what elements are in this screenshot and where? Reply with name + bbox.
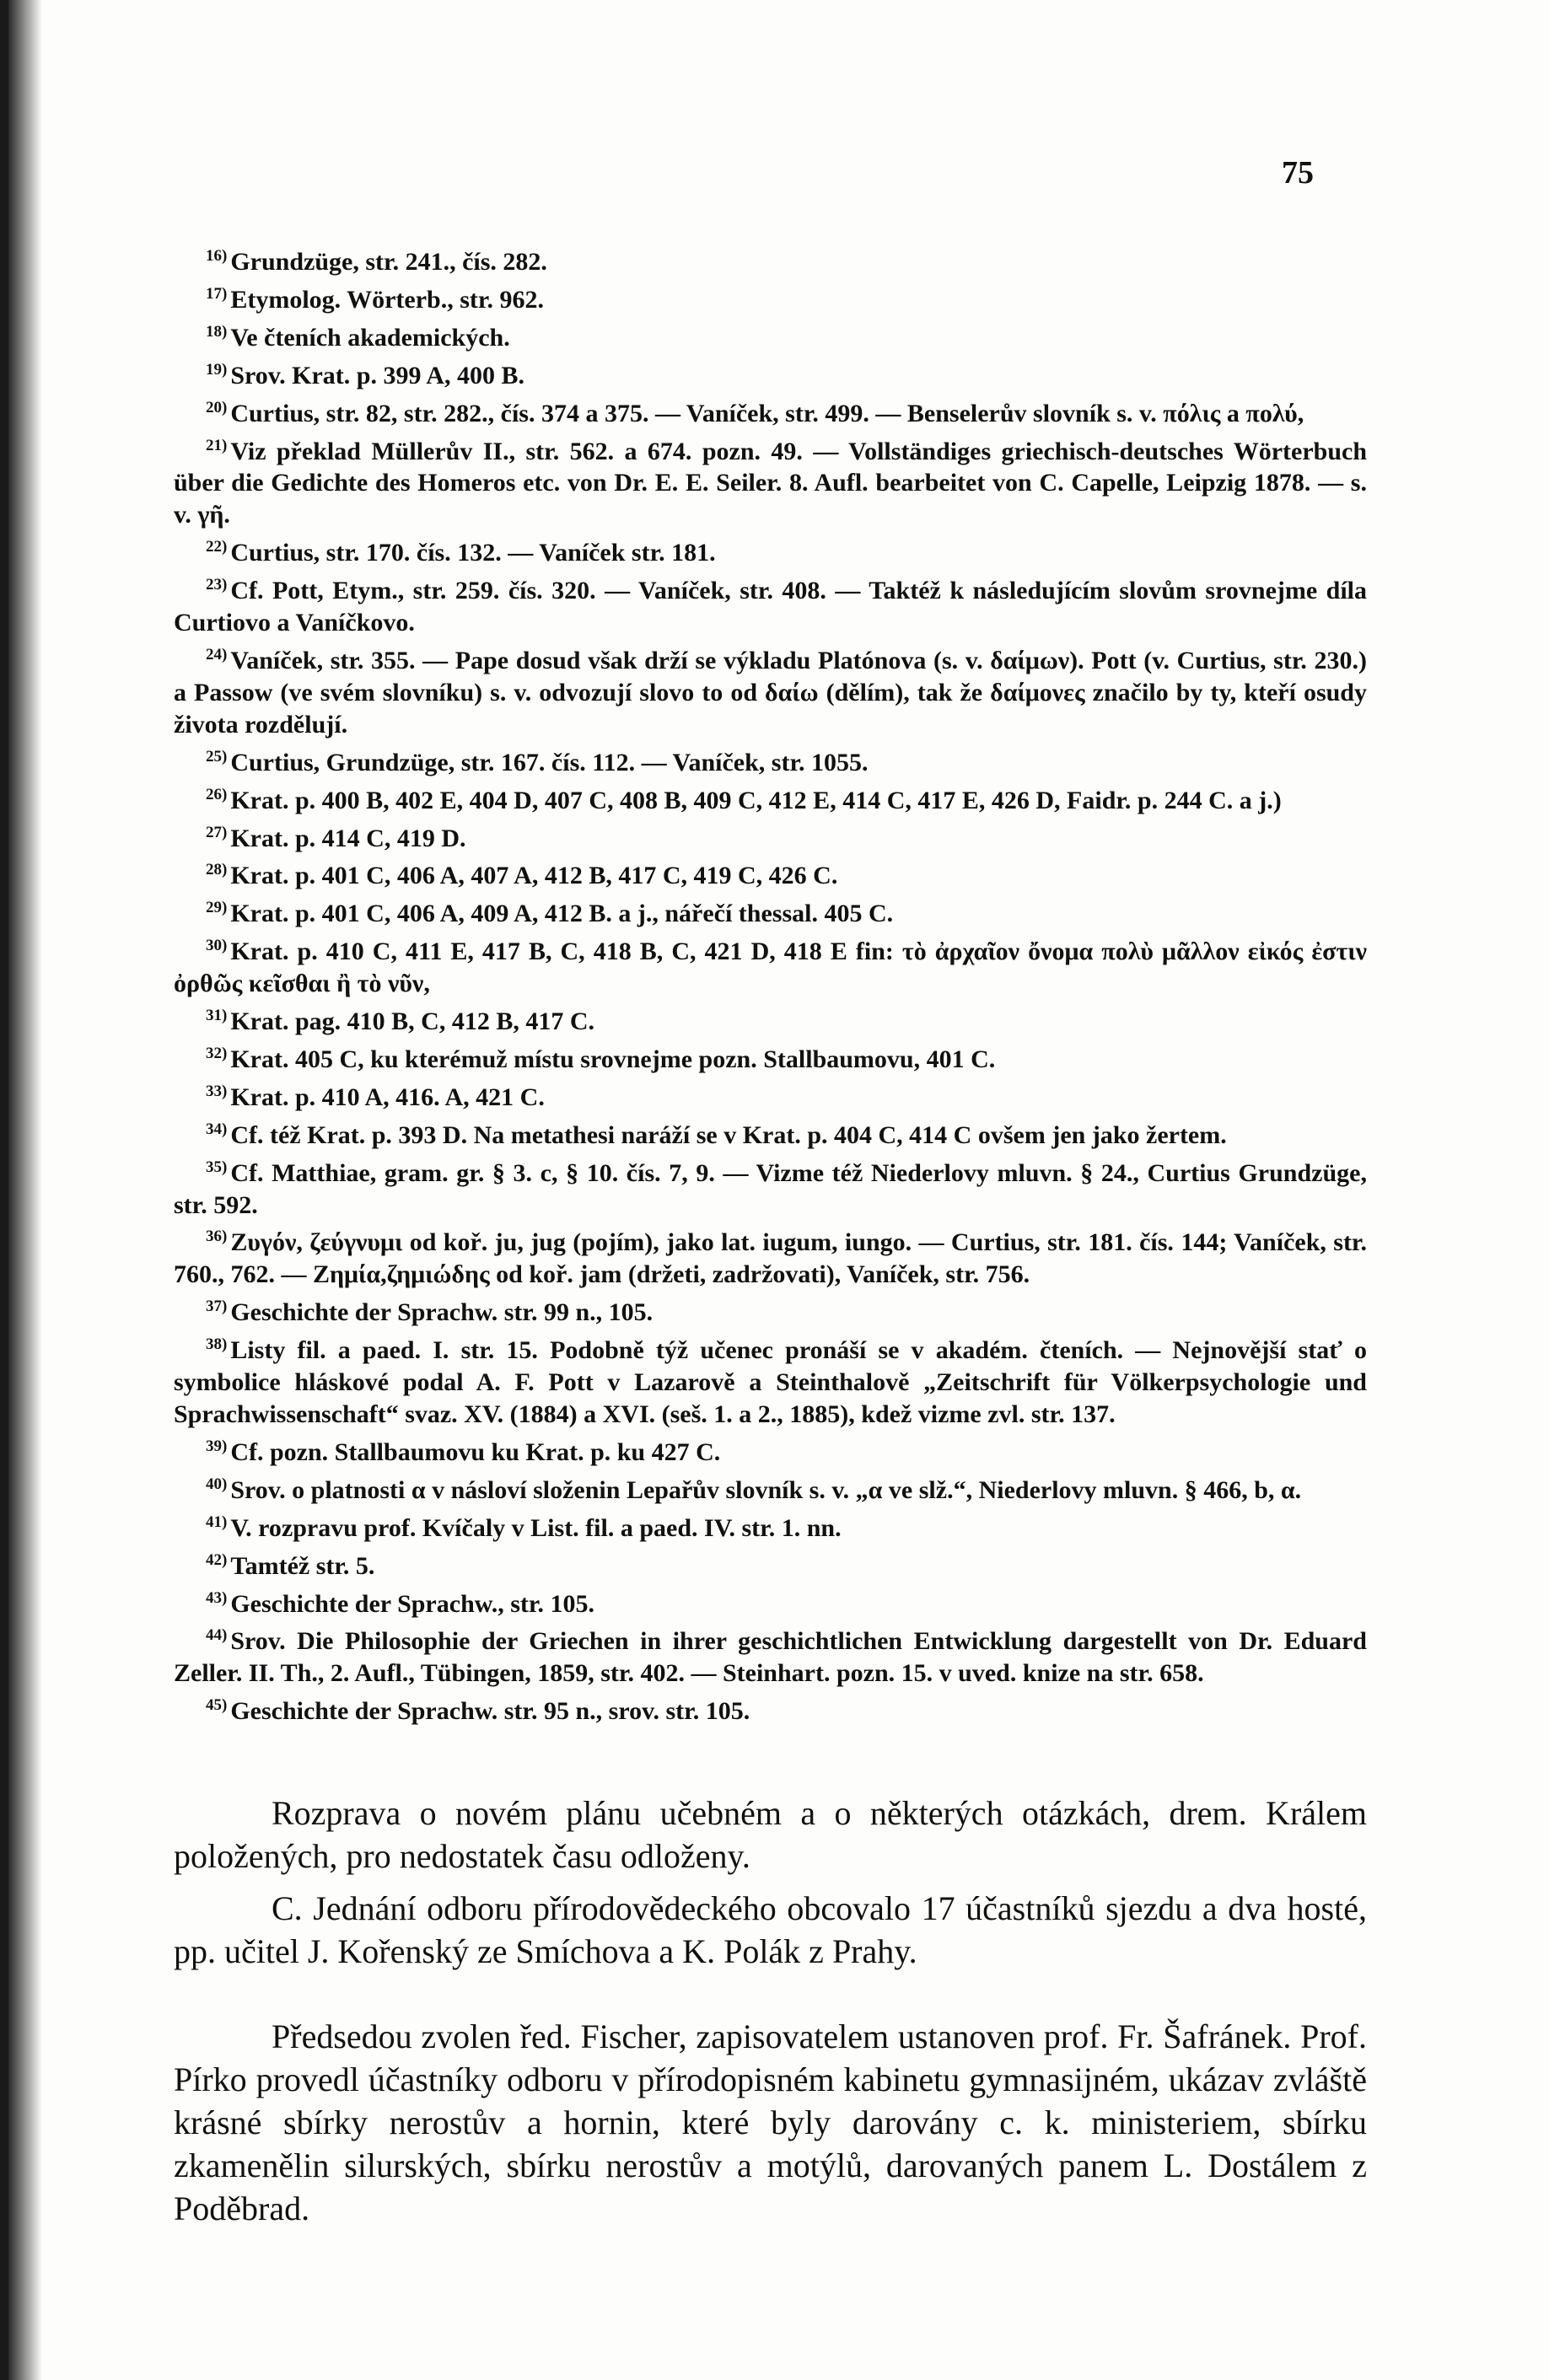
footnote [174,930,1367,1000]
footnote-number: 44) [206,1626,228,1645]
footnote-text: V. rozpravu prof. Kvíčaly v List. fil. a paed. IV. str. 1. nn. [230,1513,842,1542]
footnote-text: Geschichte der Sprachw. str. 95 n., srov. str. 105. [230,1697,750,1726]
footnote-text: Krat. p. 410 A, 416. A, 421 C. [230,1083,545,1111]
footnote-number: 40) [206,1475,228,1493]
footnote-text: Krat. p. 400 B, 402 E, 404 D, 407 C, 408 B, 409 C, 412 E, 414 C, 417 E, 426 D, Faidr. p. 244 C. a j.) [230,786,1282,814]
footnote-text: Curtius, str. 170. čís. 132. — Vaníček str. 181. [230,539,716,567]
footnote-number: 17) [206,284,228,303]
paragraph-rozprava [174,1792,1367,1878]
footnote [174,354,1367,392]
footnote-number: 30) [206,937,228,955]
footnote-text: Krat. p. 410 C, 411 E, 417 B, C, 418 B, C, 421 D, 418 E fin: τὸ ἀρχαῖον ὄνομα πολὺ μᾶλλον εἰκός ἐστιν ὀρθῶς κεῖσθαι ἢ τὸ νῦν, [174,937,1367,998]
footnote [174,779,1367,817]
footnote-text: Curtius, str. 82, str. 282., čís. 374 a 375. — Vaníček, str. 499. — Benselerův slovník s. v. πόλις a πολύ, [230,399,1304,427]
footnote-text: Srov. Krat. p. 399 A, 400 B. [230,361,524,390]
footnote-number: 25) [206,747,228,766]
footnote [174,1038,1367,1076]
footnote-text: Krat. p. 414 C, 419 D. [230,824,466,852]
paragraph-text: Předsedou zvolen řed. Fischer, zapisovatelem ustanoven prof. Fr. Šafránek. Prof. Pírko provedl účastníky odboru v přírodopisném kabinetu gymnasijném, ukázav zvláště krásné sbírky nerostův a hornin, které byly darovány c. k. ministeriem, sbírku zkamenělin silurských, sbírku nerostův a motýlů, darovaných panem L. Dostálem z Poděbrad. [174,2017,1367,2227]
footnote [174,1690,1367,1727]
footnote-number: 36) [206,1228,228,1246]
footnote-number: 20) [206,398,228,416]
footnote-text: Viz překlad Müllerův II., str. 562. a 674. pozn. 49. — Vollständiges griechisch-deutsches Wörterbuch über die Gedichte des Homeros etc. von Dr. E. E. Seiler. 8. Aufl. bearbeitet von C. Capelle, Leipzig 1878. — s. v. γῆ. [174,437,1367,529]
footnote [174,1431,1367,1469]
footnote-number: 34) [206,1120,228,1138]
footnote [174,1076,1367,1114]
paragraph-jednani-odboru [174,1887,1367,1973]
footnote-text: Krat. p. 401 C, 406 A, 409 A, 412 B. a j., nářečí thessal. 405 C. [230,900,894,928]
footnote-text: Krat. 405 C, ku kterémuž místu srovnejme pozn. Stallbaumovu, 401 C. [230,1045,996,1073]
footnote [174,639,1367,741]
footnote-number: 18) [206,322,228,341]
footnote-number: 23) [206,576,228,594]
footnote-text: Geschichte der Sprachw. str. 99 n., 105. [230,1298,653,1327]
footnote [174,1620,1367,1690]
footnote-text: Cf. též Krat. p. 393 D. Na metathesi naráží se v Krat. p. 404 C, 414 C ovšem jen jako žertem. [230,1120,1227,1149]
footnote [174,1152,1367,1222]
footnote-number: 32) [206,1044,228,1062]
footnote [174,1221,1367,1291]
footnote [174,392,1367,430]
footnote [174,278,1367,316]
footnote-number: 45) [206,1696,228,1715]
paragraph-text: Rozprava o novém plánu učebném a o některých otázkách, drem. Králem položených, pro nedostatek času odloženy. [174,1794,1367,1875]
footnote-text: Cf. pozn. Stallbaumovu ku Krat. p. ku 427 C. [230,1437,721,1466]
footnote-text: Grundzüge, str. 241., čís. 282. [230,248,547,276]
footnote-text: Ζυγόν, ζεύγνυμι od koř. ju, jug (pojím), jako lat. iugum, iungo. — Curtius, str. 181. čís. 144; Vaníček, str. 760., 762. — Ζημία,ζημιώδης od koř. jam (držeti, zadržovati), Vaníček, str. 756. [174,1228,1367,1289]
footnote [174,240,1367,278]
footnote-text: Cf. Pott, Etym., str. 259. čís. 320. — Vaníček, str. 408. — Taktéž k následujícím slovům srovnejme díla Curtiovo a Vaníčkovo. [174,577,1367,637]
footnote-text: Cf. Matthiae, gram. gr. § 3. c, § 10. čís. 7, 9. — Vizme též Niederlovy mluvn. § 24., Curtius Grundzüge, str. 592. [174,1158,1367,1219]
footnote [174,1329,1367,1431]
footnote [174,741,1367,779]
footnote-number: 35) [206,1158,228,1176]
footnotes-block [174,240,1367,1727]
footnote-number: 28) [206,861,228,879]
footnote [174,1545,1367,1582]
footnote-number: 21) [206,436,228,454]
footnote [174,430,1367,532]
footnote-number: 27) [206,823,228,841]
footnote-number: 38) [206,1335,228,1354]
footnote-text: Krat. pag. 410 B, C, 412 B, 417 C. [230,1007,595,1036]
footnote-number: 26) [206,785,228,803]
footnote [174,316,1367,354]
footnote-text: Krat. p. 401 C, 406 A, 407 A, 412 B, 417 C, 419 C, 426 C. [230,862,838,890]
footnote [174,1291,1367,1329]
footnote-number: 22) [206,538,228,556]
footnote-text: Tamtéž str. 5. [230,1551,375,1580]
footnote-number: 41) [206,1512,228,1531]
footnote-text: Srov. Die Philosophie der Griechen in ihrer geschichtlichen Entwicklung dargestellt von Dr. Eduard Zeller. II. Th., 2. Aufl., Tübingen, 1859, str. 402. — Steinhart. pozn. 15. v uved. knize na str. 658. [174,1627,1367,1688]
footnote-number: 37) [206,1297,228,1316]
footnote-text: Ve čteních akademických. [230,323,510,352]
paragraph-text: C. Jednání odboru přírodovědeckého obcovalo 17 účastníků sjezdu a dva hosté, pp. učitel J. Kořenský ze Smíchova a K. Polák z Prahy. [174,1889,1367,1970]
footnote [174,569,1367,639]
footnote [174,1114,1367,1152]
footnote-number: 19) [206,360,228,379]
footnote-number: 31) [206,1007,228,1025]
footnote [174,1582,1367,1620]
footnote-number: 39) [206,1437,228,1455]
footnote-number: 42) [206,1550,228,1569]
footnote-number: 16) [206,247,228,265]
footnote-text: Curtius, Grundzüge, str. 167. čís. 112. — Vaníček, str. 1055. [230,748,869,776]
page-number: 75 [1282,155,1314,191]
footnote [174,1507,1367,1545]
footnote [174,892,1367,930]
page-edge-shadow [8,0,42,2380]
footnote [174,1469,1367,1507]
footnote-text: Srov. o platnosti α v násloví složenin Lepařův slovník s. v. „α ve slž.“, Niederlovy mluvn. § 466, b, α. [230,1475,1302,1504]
footnote-number: 24) [206,645,228,663]
footnote [174,817,1367,855]
footnote-number: 43) [206,1588,228,1607]
footnote [174,854,1367,892]
footnote-number: 29) [206,899,228,917]
footnote [174,1000,1367,1038]
footnote-text: Etymolog. Wörterb., str. 962. [230,285,544,314]
footnote-text: Listy fil. a paed. I. str. 15. Podobně týž učenec pronáší se v akadém. čteních. — Nejnovější stať o symbolice hláskové podal A. F. Pott v Lazarově a Steinthalově „Zeitschrift für Völkerpsychologie und Sprachwissenschaft“ svaz. XV. (1884) a XVI. (seš. 1. a 2., 1885), kdež vizme zvl. str. 137. [174,1336,1367,1428]
footnote [174,531,1367,569]
footnote-number: 33) [206,1082,228,1100]
footnote-text: Geschichte der Sprachw., str. 105. [230,1589,594,1618]
footnote-text: Vaníček, str. 355. — Pape dosud však drží se výkladu Platónova (s. v. δαίμων). Pott (v. Curtius, str. 230.) a Passow (ve svém slovníku) s. v. odvozují slovo to od δαίω (dělím), tak že δαίμονες značilo by ty, kteří osudy života rozdělují. [174,646,1367,739]
paragraph-predsedou [174,2015,1367,2230]
